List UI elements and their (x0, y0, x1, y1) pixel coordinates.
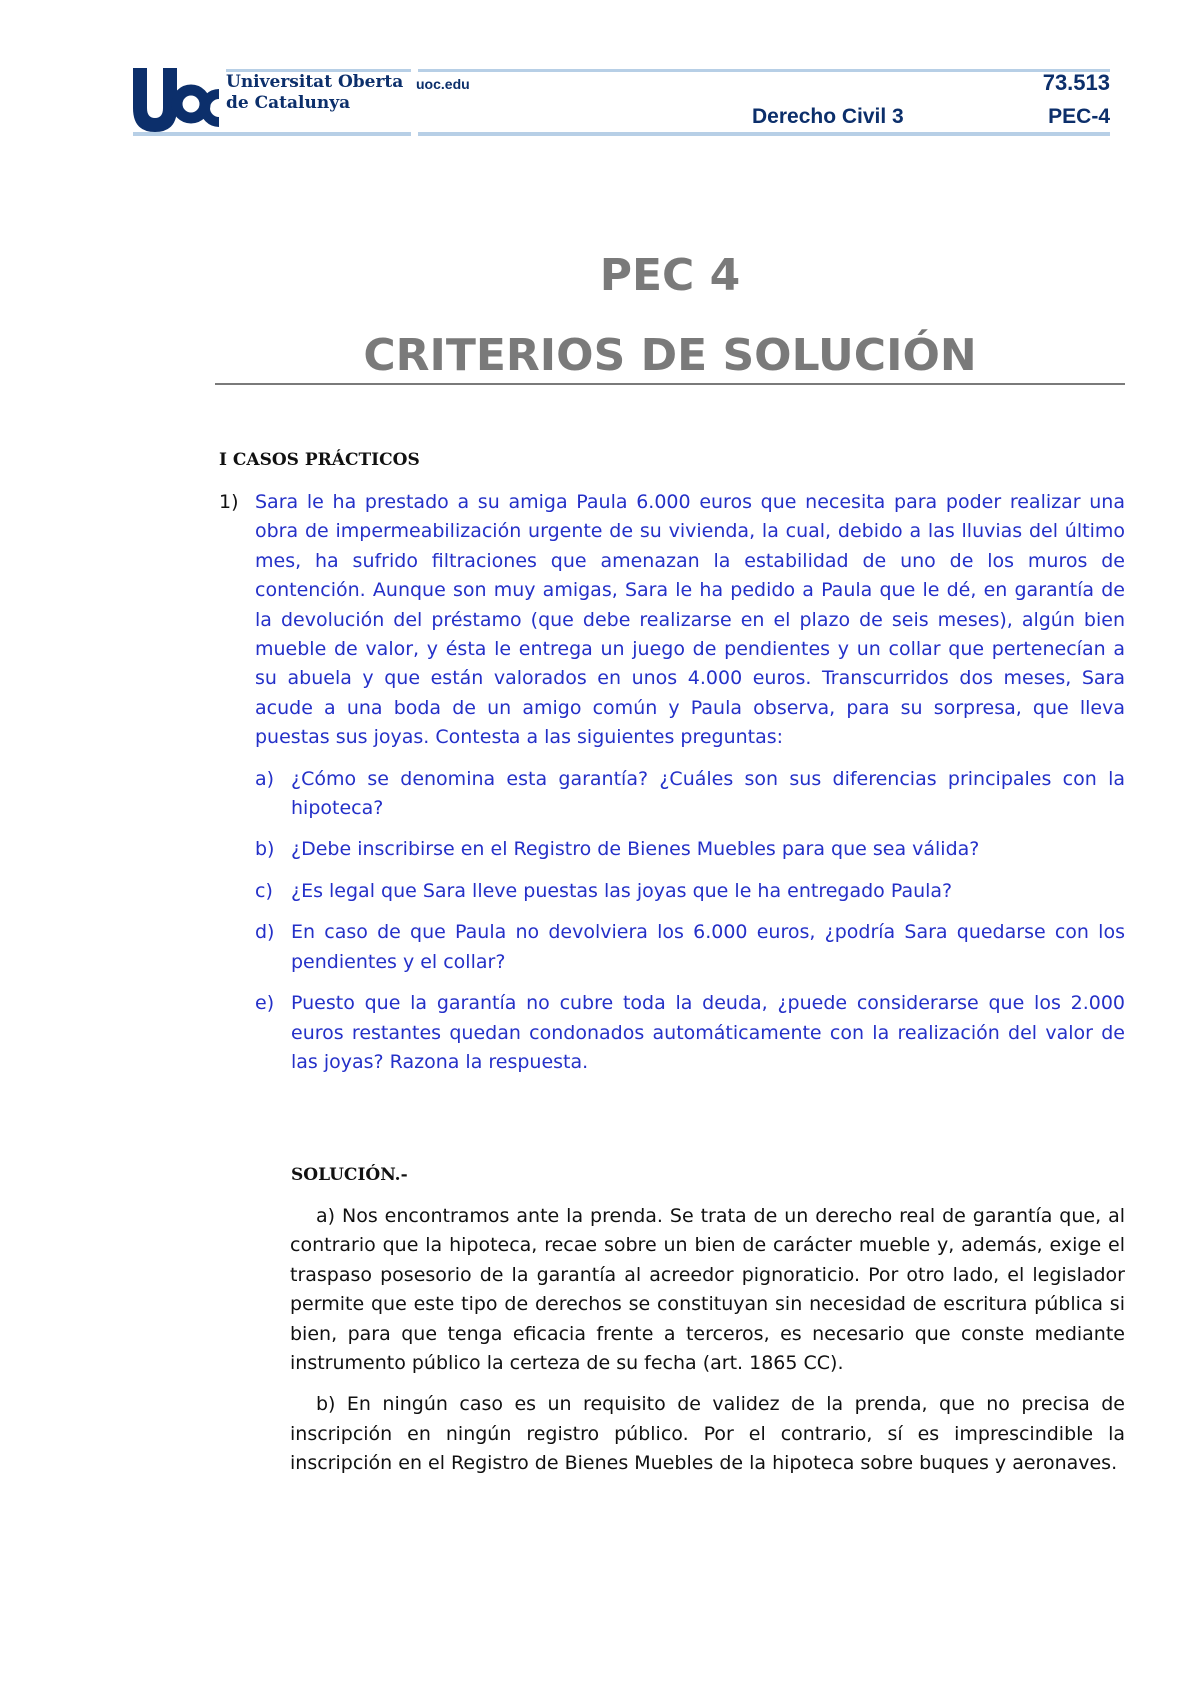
title-divider (215, 383, 1125, 385)
question-text: ¿Es legal que Sara lleve puestas las joyas que le ha entregado Paula? (291, 879, 953, 902)
header-rule-top-left (226, 69, 411, 72)
question-letter: a) (255, 767, 275, 790)
course-name: Derecho Civil 3 (752, 105, 904, 128)
solution-body (290, 1202, 1125, 1491)
question-item (255, 989, 1125, 1077)
solution-paragraph: b) En ningún caso es un requisito de validez de la prenda, que no precisa de inscripción en ningún registro público. Por el contrario, sí es imprescindible la inscripción en el Registro de Bienes Muebles de la hipoteca sobre buques y aeronaves. (290, 1393, 1125, 1475)
course-code: 73.513 (1042, 70, 1110, 95)
university-name-line2: de Catalunya (226, 93, 351, 113)
header-rule-bottom-right (418, 132, 1110, 136)
university-name-line1: Universitat Oberta (226, 72, 404, 92)
case-statement: Sara le ha prestado a su amiga Paula 6.000 euros que necesita para poder realizar una obra de impermeabilización urgente de su vivienda, la cual, debido a las lluvias del último mes, ha sufrido filtraciones que amenazan la estabilidad de uno de los muros de contención. Aunque son muy amigas, Sara le ha pedido a Paula que le dé, en garantía de la devolución del préstamo (que debe realizarse en el plazo de seis meses), algún bien mueble de valor, y ésta le entrega un juego de pendientes y un collar que pertenecían a su abuela y que están valorados en unos 4.000 euros. Transcurridos dos meses, Sara acude a una boda de un amigo común y Paula observa, para su sorpresa, que lleva puestas sus joyas. Contesta a las siguientes preguntas: (255, 491, 1125, 749)
question-list (255, 765, 1125, 1078)
university-name (226, 72, 403, 114)
question-letter: b) (255, 838, 275, 861)
header-rule-top-right (418, 69, 1110, 72)
question-letter: c) (255, 879, 273, 902)
uoc-logo-icon (133, 68, 219, 132)
question-text: ¿Debe inscribirse en el Registro de Bienes Muebles para que sea válida? (291, 838, 980, 861)
question-item (255, 877, 1125, 906)
practical-case (219, 488, 1125, 1089)
case-number: 1) (219, 491, 239, 513)
page-header (0, 0, 1200, 150)
question-item (255, 918, 1125, 977)
question-letter: d) (255, 921, 275, 944)
question-item (255, 765, 1125, 824)
section-heading: I CASOS PRÁCTICOS (219, 450, 420, 470)
pec-code: PEC-4 (1048, 105, 1110, 128)
question-text: En caso de que Paula no devolviera los 6.000 euros, ¿podría Sara quedarse con los pendientes y el collar? (291, 921, 1125, 973)
question-text: Puesto que la garantía no cubre toda la deuda, ¿puede considerarse que los 2.000 euros restantes quedan condonados automáticamente con la realización del valor de las joyas? Razona la respuesta. (291, 992, 1125, 1073)
question-item (255, 835, 1125, 864)
website-link[interactable]: uoc.edu (416, 76, 470, 92)
page-title: PEC 4 (599, 250, 741, 301)
question-text: ¿Cómo se denomina esta garantía? ¿Cuáles son sus diferencias principales con la hipoteca? (291, 767, 1125, 820)
question-letter: e) (255, 992, 275, 1015)
page-subtitle: CRITERIOS DE SOLUCIÓN (363, 330, 977, 381)
header-rule-bottom-left (133, 132, 411, 136)
solution-paragraph: a) Nos encontramos ante la prenda. Se trata de un derecho real de garantía que, al contrario que la hipoteca, recae sobre un bien de carácter mueble y, además, exige el traspaso posesorio de la garantía al acreedor pignoraticio. Por otro lado, el legislador permite que este tipo de derechos se constituyan sin necesidad de escritura pública si bien, para que tenga eficacia frente a terceros, es necesario que conste mediante instrumento público la certeza de su fecha (art. 1865 CC). (290, 1205, 1125, 1375)
solution-heading: SOLUCIÓN.- (291, 1165, 408, 1185)
